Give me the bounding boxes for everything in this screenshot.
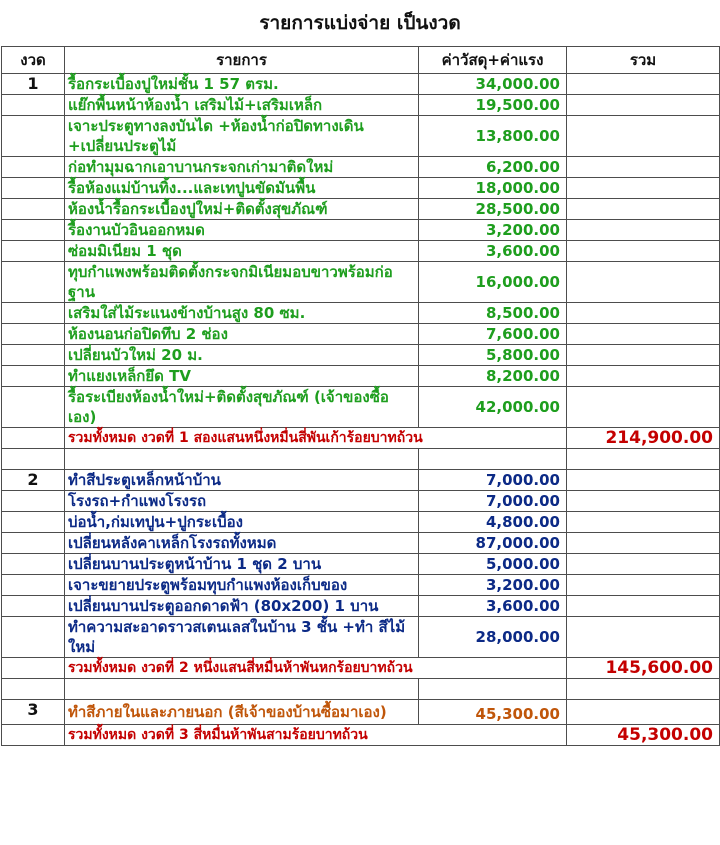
total-cell bbox=[567, 366, 720, 387]
table-row bbox=[2, 95, 720, 116]
item-amount: 28,000.00 bbox=[419, 617, 567, 658]
item-amount: 3,200.00 bbox=[419, 575, 567, 596]
item-description: เปลี่ยนบานประตูออกดาดฟ้า (80x200) 1 บาน bbox=[65, 596, 419, 617]
table-row bbox=[2, 491, 720, 512]
item-amount: 45,300.00 bbox=[419, 700, 567, 725]
table-row bbox=[2, 512, 720, 533]
period-cell bbox=[2, 658, 65, 679]
empty-cell bbox=[419, 679, 567, 700]
item-description: ห้องนอนก่อปิดทึบ 2 ช่อง bbox=[65, 324, 419, 345]
table-row bbox=[2, 220, 720, 241]
total-cell bbox=[567, 554, 720, 575]
total-cell bbox=[567, 533, 720, 554]
item-description: เจาะประตูทางลงบันได +ห้องน้ำก่อปิดทางเดิน +เปลี่ยนประตูไม้ bbox=[65, 116, 419, 157]
period-cell bbox=[2, 387, 65, 428]
total-cell bbox=[567, 470, 720, 491]
table-row bbox=[2, 387, 720, 428]
period-cell bbox=[2, 725, 65, 746]
period-cell bbox=[2, 345, 65, 366]
total-cell bbox=[567, 178, 720, 199]
table-row bbox=[2, 324, 720, 345]
empty-cell bbox=[2, 449, 65, 470]
item-amount: 34,000.00 bbox=[419, 74, 567, 95]
item-description: ทุบกำแพงพร้อมติดตั้งกระจกมิเนียมอบขาวพร้อมก่อฐาน bbox=[65, 262, 419, 303]
period-cell bbox=[2, 116, 65, 157]
total-cell bbox=[567, 617, 720, 658]
empty-cell bbox=[65, 679, 419, 700]
header-row bbox=[2, 47, 720, 74]
total-cell bbox=[567, 262, 720, 303]
table-row bbox=[2, 596, 720, 617]
item-amount: 5,800.00 bbox=[419, 345, 567, 366]
item-amount: 4,800.00 bbox=[419, 512, 567, 533]
item-amount: 13,800.00 bbox=[419, 116, 567, 157]
header-period: งวด bbox=[2, 47, 65, 74]
period-cell bbox=[2, 596, 65, 617]
item-description: รื้อระเบียงห้องน้ำใหม่+ติดตั้งสุขภัณฑ์ (เจ้าของซื้อเอง) bbox=[65, 387, 419, 428]
item-description: ทำแยงเหล็กยึด TV bbox=[65, 366, 419, 387]
empty-cell bbox=[419, 449, 567, 470]
item-description: เปลี่ยนหลังคาเหล็กโรงรถทั้งหมด bbox=[65, 533, 419, 554]
item-description: เสริมใส่ไม้ระแนงข้างบ้านสูง 80 ซม. bbox=[65, 303, 419, 324]
period-cell bbox=[2, 303, 65, 324]
table-row bbox=[2, 554, 720, 575]
item-description: ทำสีประตูเหล็กหน้าบ้าน bbox=[65, 470, 419, 491]
item-amount: 16,000.00 bbox=[419, 262, 567, 303]
table-row bbox=[2, 366, 720, 387]
empty-cell bbox=[567, 679, 720, 700]
section-total: 145,600.00 bbox=[567, 658, 720, 679]
item-amount: 6,200.00 bbox=[419, 157, 567, 178]
period-cell bbox=[2, 554, 65, 575]
item-amount: 7,600.00 bbox=[419, 324, 567, 345]
item-description: รื้องานบัวอินออกหมด bbox=[65, 220, 419, 241]
item-amount: 3,200.00 bbox=[419, 220, 567, 241]
item-amount: 5,000.00 bbox=[419, 554, 567, 575]
spacer-row bbox=[2, 449, 720, 470]
total-cell bbox=[567, 387, 720, 428]
period-cell bbox=[2, 324, 65, 345]
section-summary: รวมทั้งหมด งวดที่ 2 หนึ่งแสนสี่หมื่นห้าพันหกร้อยบาทถ้วน bbox=[65, 658, 567, 679]
header-item: รายการ bbox=[65, 47, 419, 74]
period-cell bbox=[2, 512, 65, 533]
item-amount: 7,000.00 bbox=[419, 470, 567, 491]
table-row bbox=[2, 345, 720, 366]
period-cell bbox=[2, 575, 65, 596]
total-cell bbox=[567, 157, 720, 178]
header-cost: ค่าวัสดุ+ค่าแรง bbox=[419, 47, 567, 74]
period-number: 2 bbox=[2, 470, 65, 491]
table-row bbox=[2, 241, 720, 262]
empty-cell bbox=[65, 449, 419, 470]
section-total: 45,300.00 bbox=[567, 725, 720, 746]
item-amount: 28,500.00 bbox=[419, 199, 567, 220]
total-cell bbox=[567, 116, 720, 157]
period-cell bbox=[2, 262, 65, 303]
total-cell bbox=[567, 220, 720, 241]
table-row bbox=[2, 199, 720, 220]
item-description: ก่อทำมุมฉากเอาบานกระจกเก่ามาติดใหม่ bbox=[65, 157, 419, 178]
total-cell bbox=[567, 241, 720, 262]
table-row bbox=[2, 178, 720, 199]
table-row bbox=[2, 262, 720, 303]
period-cell bbox=[2, 241, 65, 262]
total-cell bbox=[567, 303, 720, 324]
total-cell bbox=[567, 596, 720, 617]
item-description: เปลี่ยนบานประตูหน้าบ้าน 1 ชุด 2 บาน bbox=[65, 554, 419, 575]
total-cell bbox=[567, 199, 720, 220]
total-cell bbox=[567, 575, 720, 596]
total-cell bbox=[567, 345, 720, 366]
item-amount: 7,000.00 bbox=[419, 491, 567, 512]
section-summary: รวมทั้งหมด งวดที่ 1 สองแสนหนึ่งหมื่นสี่พันเก้าร้อยบาทถ้วน bbox=[65, 428, 567, 449]
period-cell bbox=[2, 617, 65, 658]
summary-row bbox=[2, 658, 720, 679]
table-row bbox=[2, 533, 720, 554]
item-description: บ่อน้ำ,ก่มเทปูน+ปูกระเบื้อง bbox=[65, 512, 419, 533]
item-amount: 42,000.00 bbox=[419, 387, 567, 428]
item-amount: 18,000.00 bbox=[419, 178, 567, 199]
total-cell bbox=[567, 324, 720, 345]
item-description: รื้อห้องแม่บ้านทิ้ง...และเทปูนขัดมันพื้น bbox=[65, 178, 419, 199]
table-row bbox=[2, 116, 720, 157]
period-cell bbox=[2, 491, 65, 512]
total-cell bbox=[567, 95, 720, 116]
period-cell bbox=[2, 199, 65, 220]
table-row bbox=[2, 700, 720, 725]
total-cell bbox=[567, 74, 720, 95]
summary-row bbox=[2, 725, 720, 746]
table-row bbox=[2, 617, 720, 658]
period-cell bbox=[2, 157, 65, 178]
period-cell bbox=[2, 366, 65, 387]
spacer-row bbox=[2, 679, 720, 700]
empty-cell bbox=[567, 449, 720, 470]
period-number: 3 bbox=[2, 700, 65, 725]
item-description: รื้อกระเบื้องปูใหม่ชั้น 1 57 ตรม. bbox=[65, 74, 419, 95]
total-cell bbox=[567, 512, 720, 533]
item-description: เปลี่ยนบัวใหม่ 20 ม. bbox=[65, 345, 419, 366]
item-amount: 19,500.00 bbox=[419, 95, 567, 116]
header-total: รวม bbox=[567, 47, 720, 74]
item-description: ทำความสะอาดราวสเตนเลสในบ้าน 3 ชั้น +ทำ สีไม้ใหม่ bbox=[65, 617, 419, 658]
item-amount: 87,000.00 bbox=[419, 533, 567, 554]
summary-row bbox=[2, 428, 720, 449]
period-cell bbox=[2, 95, 65, 116]
period-cell bbox=[2, 533, 65, 554]
installment-table bbox=[1, 46, 720, 746]
item-description: โรงรถ+กำแพงโรงรถ bbox=[65, 491, 419, 512]
table-row bbox=[2, 74, 720, 95]
item-amount: 8,500.00 bbox=[419, 303, 567, 324]
item-amount: 8,200.00 bbox=[419, 366, 567, 387]
section-total: 214,900.00 bbox=[567, 428, 720, 449]
sheet-title: รายการแบ่งจ่าย เป็นงวด bbox=[259, 12, 461, 34]
table-row bbox=[2, 157, 720, 178]
table-row bbox=[2, 575, 720, 596]
period-cell bbox=[2, 220, 65, 241]
period-cell bbox=[2, 178, 65, 199]
item-description: ซ่อมมิเนียม 1 ชุด bbox=[65, 241, 419, 262]
empty-cell bbox=[2, 679, 65, 700]
period-number: 1 bbox=[2, 74, 65, 95]
item-description: แย๊กพื้นหน้าห้องน้ำ เสริมไม้+เสริมเหล็ก bbox=[65, 95, 419, 116]
total-cell bbox=[567, 700, 720, 725]
table-row bbox=[2, 303, 720, 324]
item-amount: 3,600.00 bbox=[419, 596, 567, 617]
item-description: ทำสีภายในและภายนอก (สีเจ้าของบ้านซื้อมาเอง) bbox=[65, 700, 419, 725]
period-cell bbox=[2, 428, 65, 449]
item-amount: 3,600.00 bbox=[419, 241, 567, 262]
item-description: เจาะขยายประตูพร้อมทุบกำแพงห้องเก็บของ bbox=[65, 575, 419, 596]
section-summary: รวมทั้งหมด งวดที่ 3 สี่หมื่นห้าพันสามร้อยบาทถ้วน bbox=[65, 725, 567, 746]
item-description: ห้องน้ำรื้อกระเบื้องปูใหม่+ติดตั้งสุขภัณฑ์ bbox=[65, 199, 419, 220]
table-row bbox=[2, 470, 720, 491]
total-cell bbox=[567, 491, 720, 512]
